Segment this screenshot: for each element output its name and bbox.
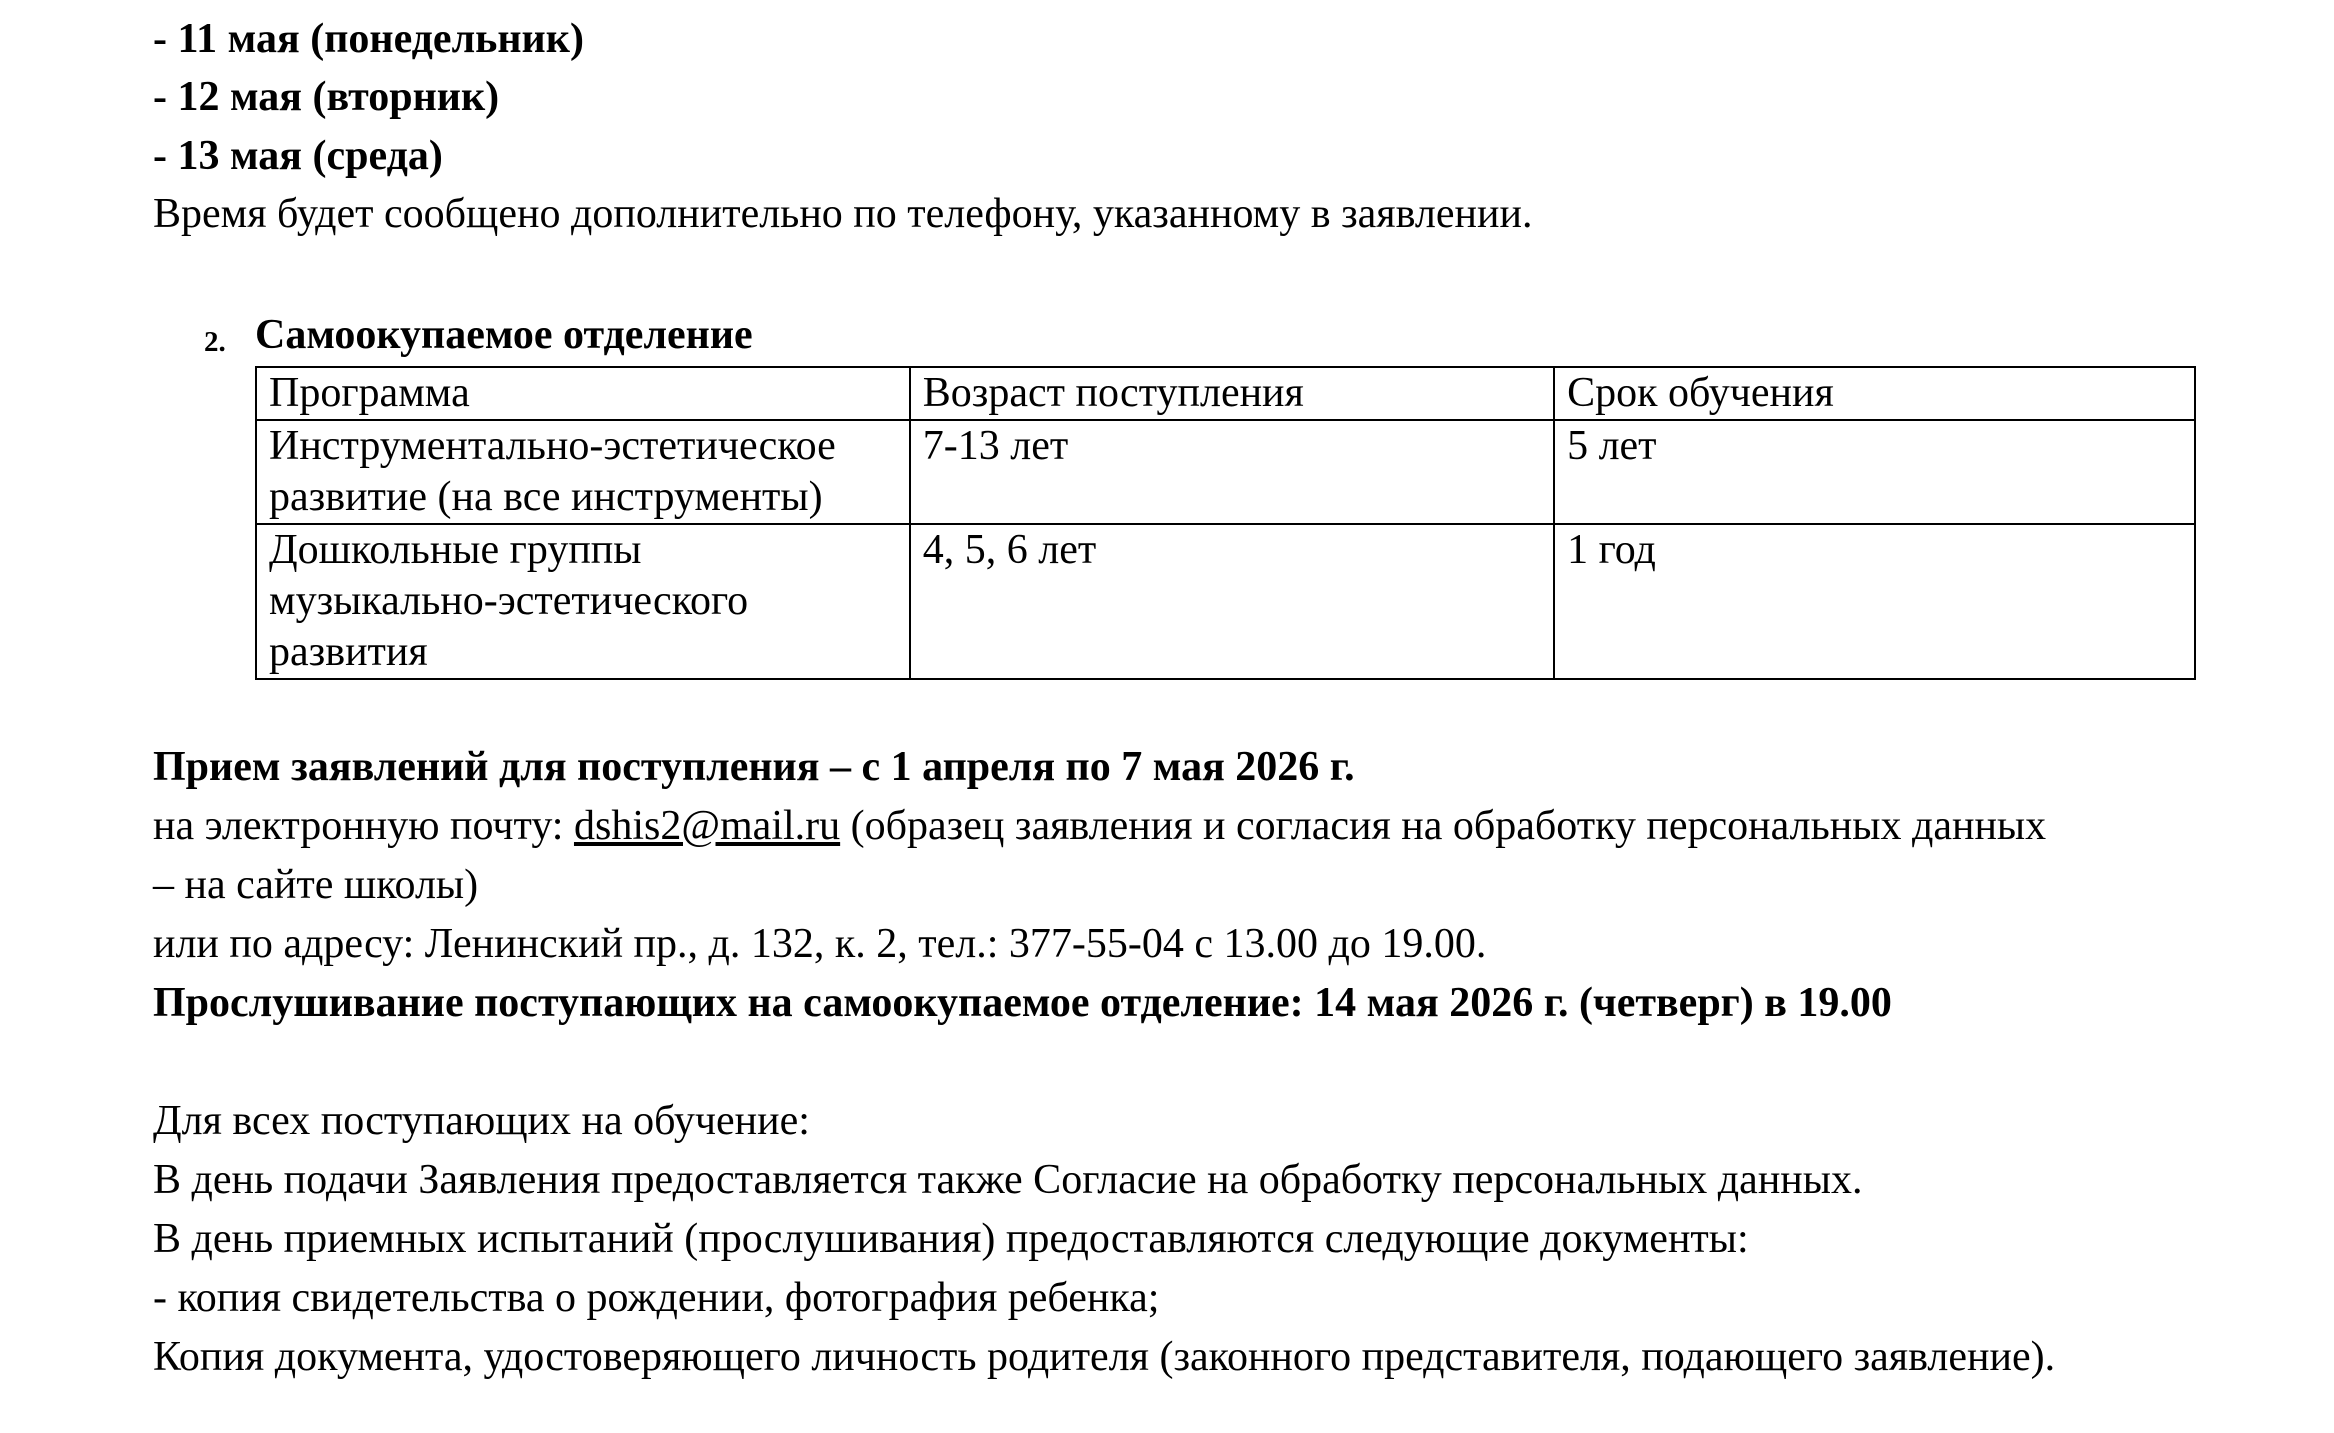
general-docs-intro: В день приемных испытаний (прослушивания) предоставляются следующие документы: xyxy=(153,1216,1749,1262)
email-link[interactable]: dshis2@mail.ru xyxy=(573,803,841,849)
cell-age: 4, 5, 6 лет xyxy=(910,524,1554,679)
email-suffix: (образец заявления и согласия на обработку персональных данных xyxy=(840,803,2047,849)
programs-table xyxy=(255,366,2196,680)
admission-email-cont: – на сайте школы) xyxy=(153,862,479,908)
section-title: Самоокупаемое отделение xyxy=(255,312,753,358)
cell-duration: 5 лет xyxy=(1554,420,2195,524)
table-header-row xyxy=(256,367,2195,420)
audition-info: Прослушивание поступающих на самоокупаемое отделение: 14 мая 2026 г. (четверг) в 19.00 xyxy=(153,980,1892,1026)
cell-program: Инструментально-эстетическое развитие (на все инструменты) xyxy=(256,420,910,524)
header-age: Возраст поступления xyxy=(910,367,1554,420)
email-prefix: на электронную почту: xyxy=(153,803,574,849)
admission-heading: Прием заявлений для поступления – с 1 апреля по 7 мая 2026 г. xyxy=(153,744,1355,790)
general-consent: В день подачи Заявления предоставляется также Согласие на обработку персональных данных. xyxy=(153,1157,1863,1203)
header-program: Программа xyxy=(256,367,910,420)
general-doc-1: - копия свидетельства о рождении, фотография ребенка; xyxy=(153,1275,1160,1321)
schedule-note: Время будет сообщено дополнительно по телефону, указанному в заявлении. xyxy=(153,191,1533,237)
schedule-date-3: - 13 мая (среда) xyxy=(153,133,443,179)
section-number: 2. xyxy=(204,326,226,358)
schedule-date-2: - 12 мая (вторник) xyxy=(153,74,500,120)
cell-program: Дошкольные группы музыкально-эстетического развития xyxy=(256,524,910,679)
table-row xyxy=(256,420,2195,524)
admission-email-line xyxy=(153,797,2046,855)
admission-address: или по адресу: Ленинский пр., д. 132, к. 2, тел.: 377-55-04 с 13.00 до 19.00. xyxy=(153,921,1487,967)
cell-age: 7-13 лет xyxy=(910,420,1554,524)
header-duration: Срок обучения xyxy=(1554,367,2195,420)
table-row xyxy=(256,524,2195,679)
schedule-date-1: - 11 мая (понедельник) xyxy=(153,16,584,62)
cell-duration: 1 год xyxy=(1554,524,2195,679)
general-doc-2: Копия документа, удостоверяющего личность родителя (законного представителя, подающего заявление). xyxy=(153,1334,2056,1380)
general-intro: Для всех поступающих на обучение: xyxy=(153,1098,810,1144)
